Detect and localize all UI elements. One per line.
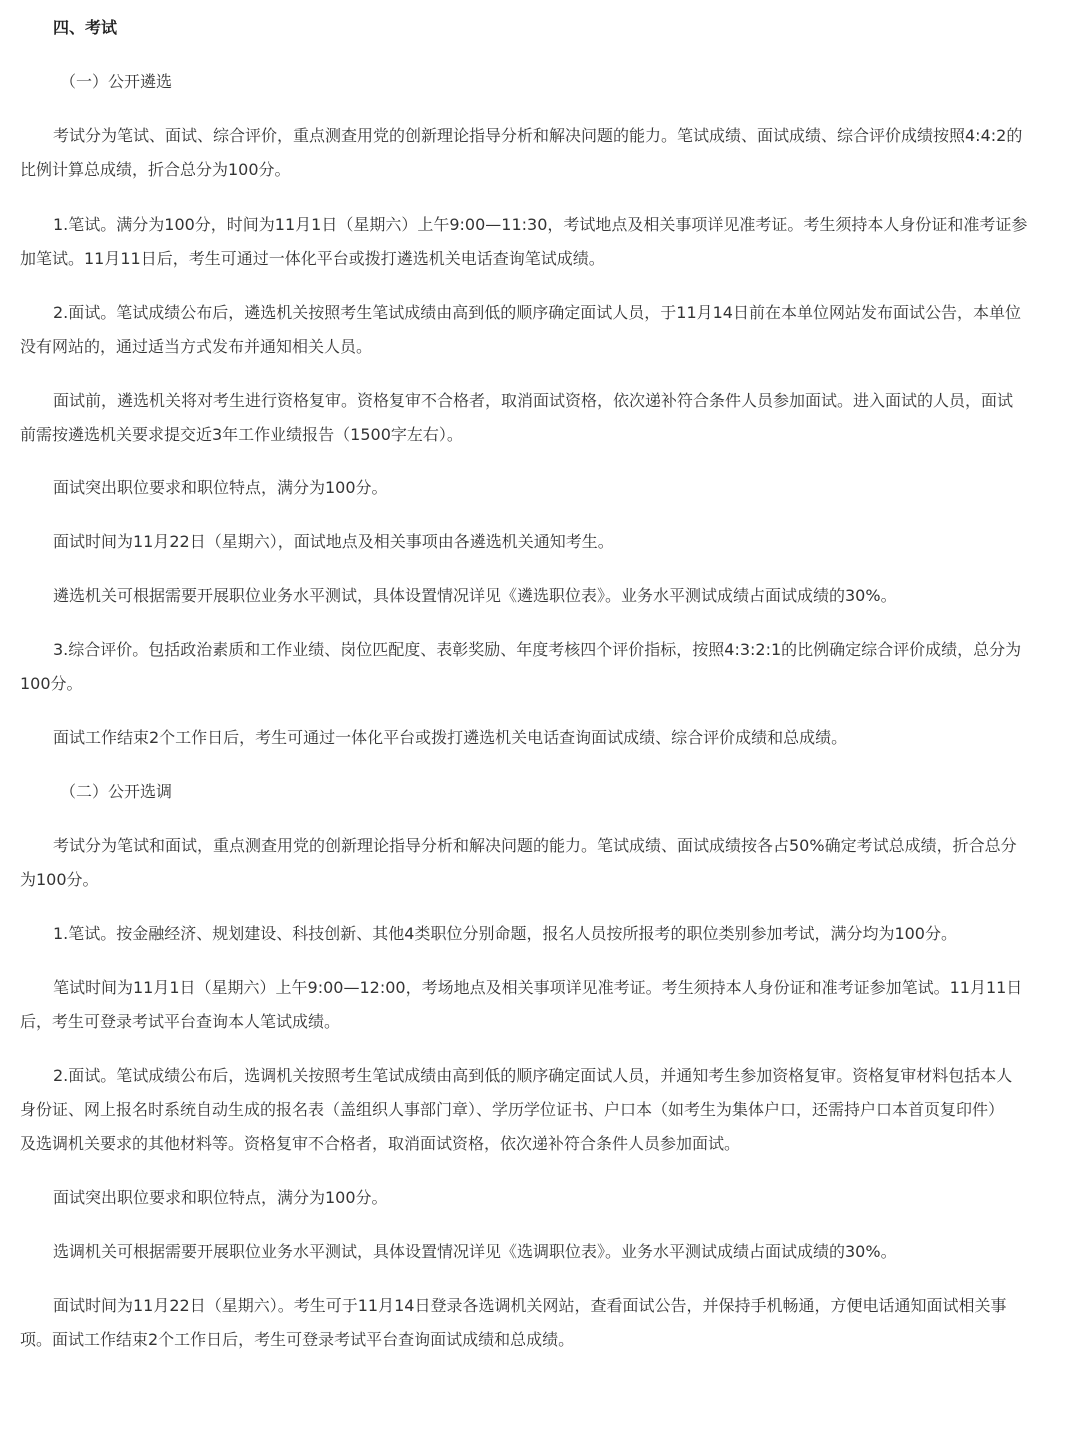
part1-intro-line-2: 比例计算总成绩，折合总分为100分。 (20, 160, 291, 179)
part1-review-line-1: 面试前，遴选机关将对考生进行资格复审。资格复审不合格者，取消面试资格，依次递补符合条件人员参加面试。进入面试的人员，面试 (53, 391, 1014, 410)
part1-evaluation-line-1: 3.综合评价。包括政治素质和工作业绩、岗位匹配度、表彰奖励、年度考核四个评价指标，按照4:3:2:1的比例确定综合评价成绩，总分为 (53, 640, 1022, 659)
part2-interview-line-2: 身份证、网上报名时系统自动生成的报名表（盖组织人事部门章）、学历学位证书、户口本（如考生为集体户口，还需持户口本首页复印件） (20, 1100, 1005, 1119)
part2-interview-line-1: 2.面试。笔试成绩公布后，选调机关按照考生笔试成绩由高到低的顺序确定面试人员，并通知考生参加资格复审。资格复审材料包括本人 (53, 1066, 1013, 1085)
part1-review-line-2: 前需按遴选机关要求提交近3年工作业绩报告（1500字左右）。 (20, 425, 463, 444)
part1-evaluation-line-2: 100分。 (20, 674, 83, 693)
part2-written: 1.笔试。按金融经济、规划建设、科技创新、其他4类职位分别命题，报名人员按所报考的职位类别参加考试，满分均为100分。 (53, 924, 957, 943)
part1-written-line-1: 1.笔试。满分为100分，时间为11月1日（星期六）上午9:00—11:30，考试地点及相关事项详见准考证。考生须持本人身份证和准考证参 (53, 215, 1028, 234)
part2-written-time-line-2: 后，考生可登录考试平台查询本人笔试成绩。 (20, 1012, 341, 1031)
part1-interview-line-2: 没有网站的，通过适当方式发布并通知相关人员。 (20, 337, 373, 356)
part2-interview-time-line-2: 项。面试工作结束2个工作日后，考生可登录考试平台查询面试成绩和总成绩。 (20, 1330, 575, 1349)
part1-interview-time: 面试时间为11月22日（星期六），面试地点及相关事项由各遴选机关通知考生。 (53, 532, 614, 551)
part2-interview-time-line-1: 面试时间为11月22日（星期六）。考生可于11月14日登录各选调机关网站，查看面试公告，并保持手机畅通，方便电话通知面试相关事 (53, 1296, 1007, 1315)
part2-intro-line-1: 考试分为笔试和面试，重点测查用党的创新理论指导分析和解决问题的能力。笔试成绩、面试成绩按各占50%确定考试总成绩，折合总分 (53, 836, 1017, 855)
part2-skill-test: 选调机关可根据需要开展职位业务水平测试，具体设置情况详见《选调职位表》。业务水平测试成绩占面试成绩的30%。 (53, 1242, 897, 1261)
part2-written-time-line-1: 笔试时间为11月1日（星期六）上午9:00—12:00，考场地点及相关事项详见准考证。考生须持本人身份证和准考证参加笔试。11月11日 (53, 978, 1023, 997)
part1-focus: 面试突出职位要求和职位特点，满分为100分。 (53, 478, 388, 497)
part1-written-line-2: 加笔试。11月11日后，考生可通过一体化平台或拨打遴选机关电话查询笔试成绩。 (20, 249, 605, 268)
part1-title: （一）公开遴选 (60, 72, 173, 91)
part2-interview-line-3: 及选调机关要求的其他材料等。资格复审不合格者，取消面试资格，依次递补符合条件人员参加面试。 (20, 1134, 741, 1153)
part2-focus: 面试突出职位要求和职位特点，满分为100分。 (53, 1188, 388, 1207)
part1-interview-line-1: 2.面试。笔试成绩公布后，遴选机关按照考生笔试成绩由高到低的顺序确定面试人员，于11月14日前在本单位网站发布面试公告，本单位 (53, 303, 1021, 322)
part2-title: （二）公开选调 (60, 782, 173, 801)
part1-skill-test: 遴选机关可根据需要开展职位业务水平测试，具体设置情况详见《遴选职位表》。业务水平测试成绩占面试成绩的30%。 (53, 586, 897, 605)
part1-results: 面试工作结束2个工作日后，考生可通过一体化平台或拨打遴选机关电话查询面试成绩、综合评价成绩和总成绩。 (53, 728, 848, 747)
part1-intro-line-1: 考试分为笔试、面试、综合评价，重点测查用党的创新理论指导分析和解决问题的能力。笔试成绩、面试成绩、综合评价成绩按照4:4:2的 (53, 126, 1023, 145)
section-heading: 四、考试 (53, 18, 118, 37)
part2-intro-line-2: 为100分。 (20, 870, 99, 889)
